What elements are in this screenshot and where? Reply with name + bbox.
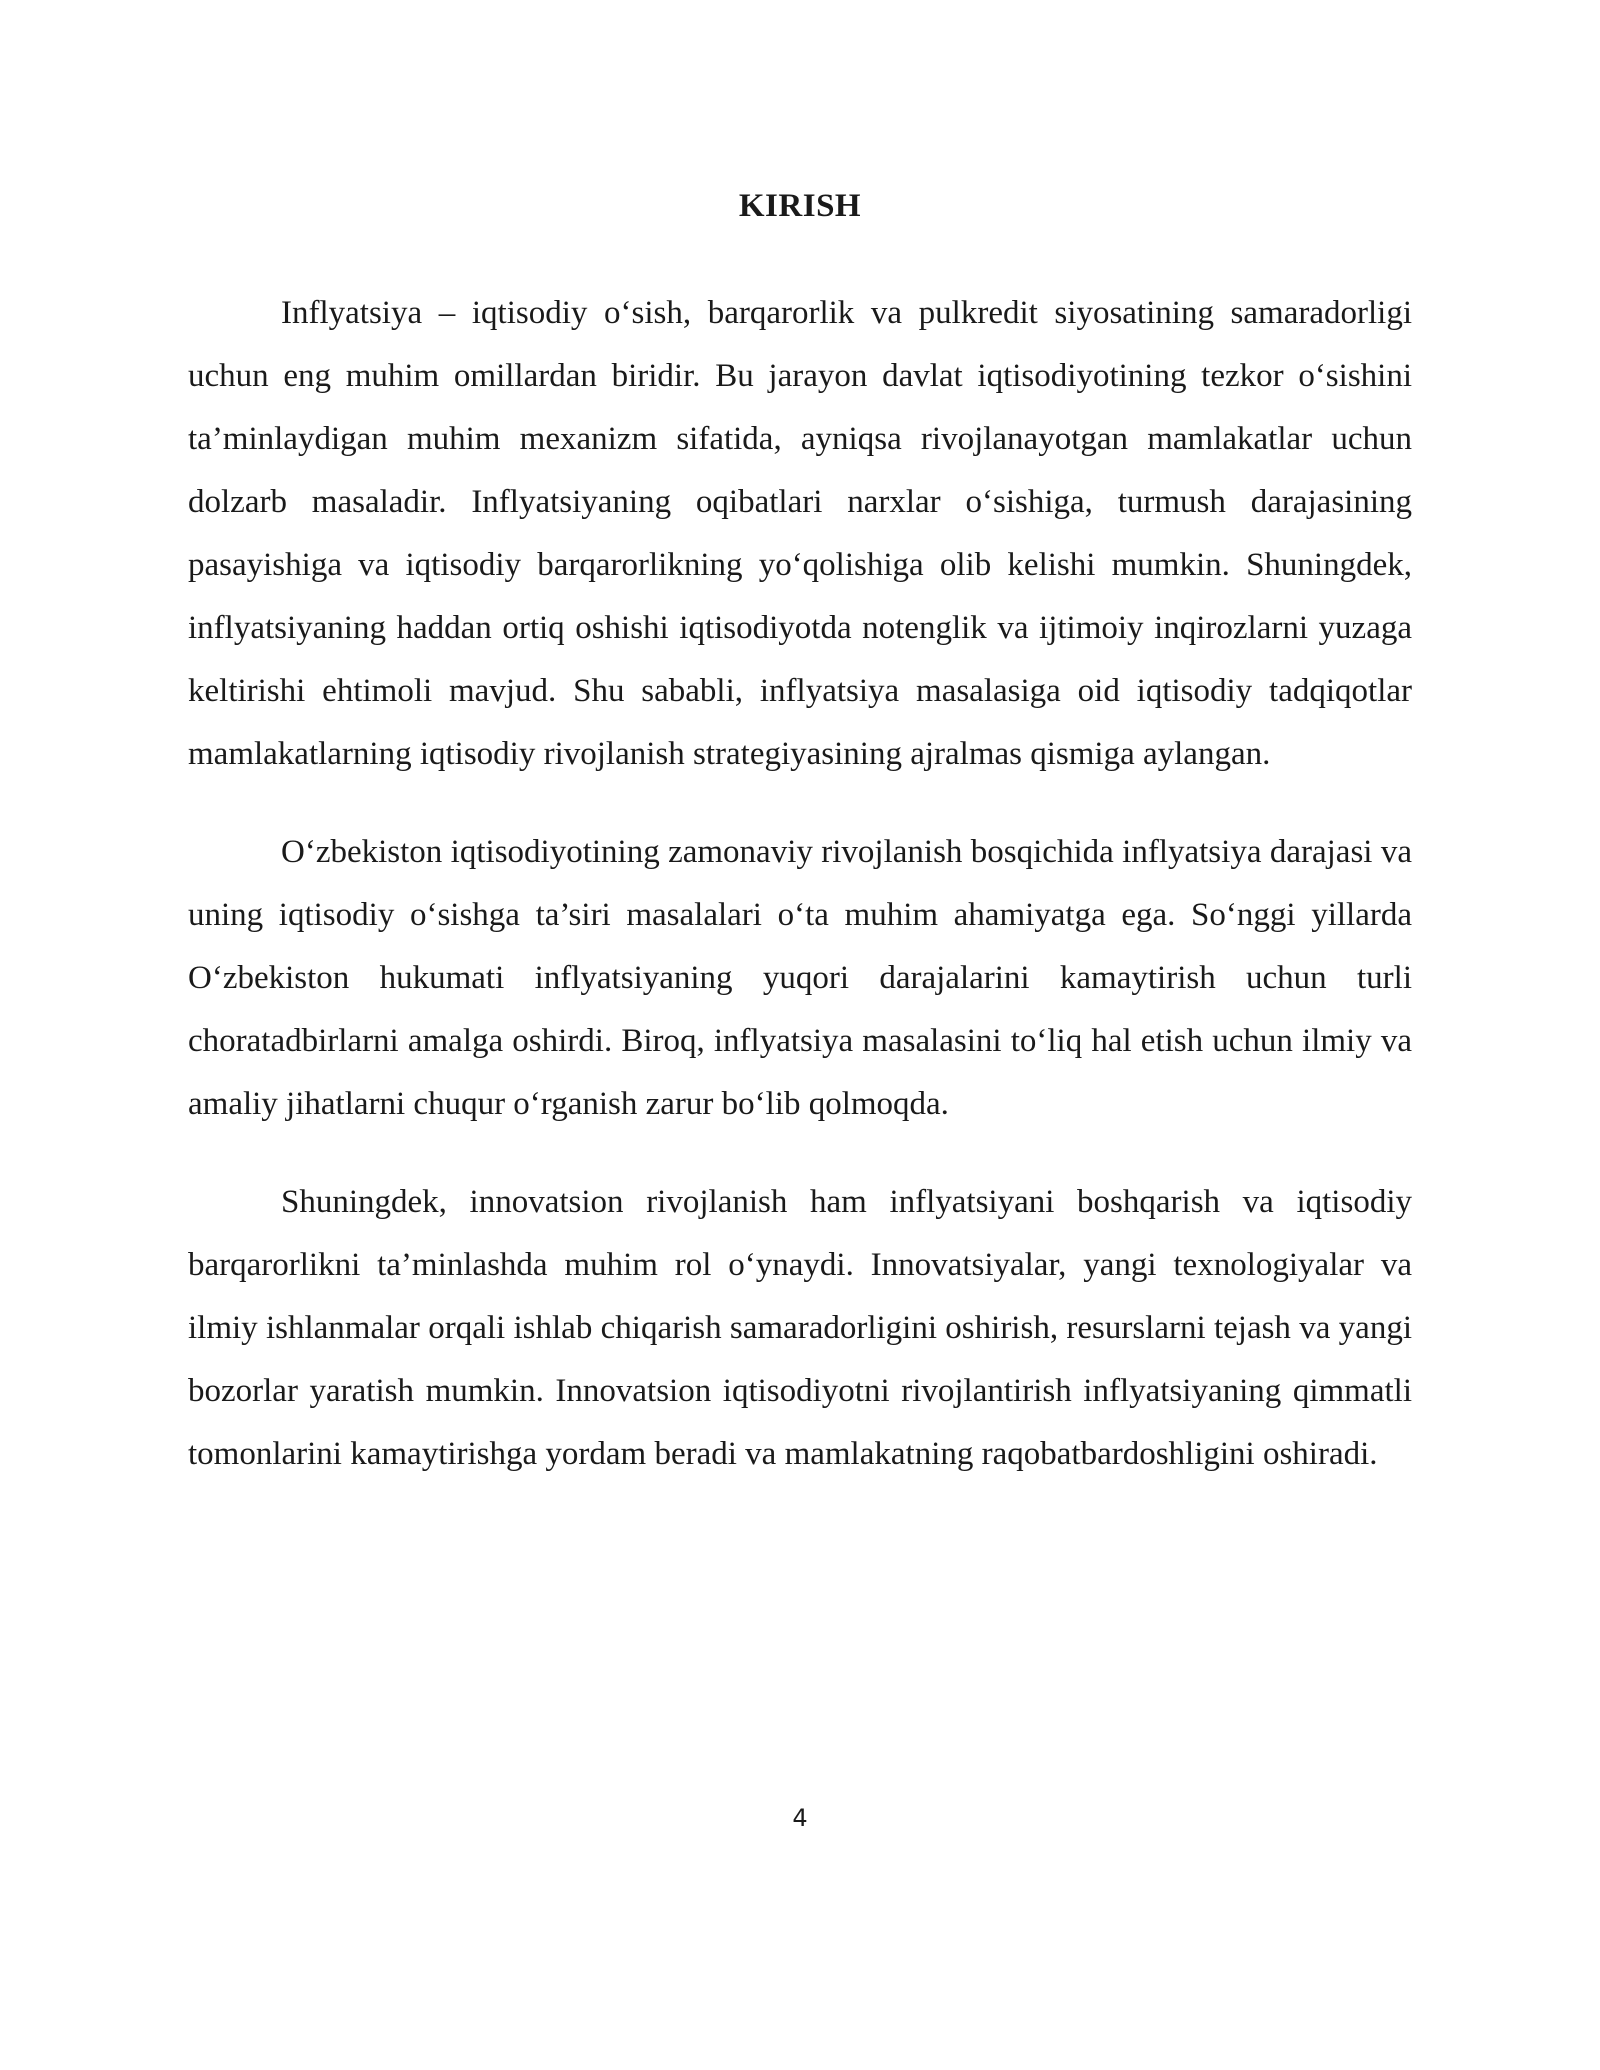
page-number: 4: [792, 1804, 808, 1832]
paragraph-3: Shuningdek, innovatsion rivojlanish ham inflyatsiyani boshqarish va iqtisodiy barqarorlikni ta’minlashda muhim rol o‘ynaydi. Innovatsiyalar, yangi texnologiyalar va ilmiy ishlanmalar orqali ishlab chiqarish samaradorligini oshirish, resurslarni tejash va yangi bozorlar yaratish mumkin. Innovatsion iqtisodiyotni rivojlantirish inflyatsiyaning qimmatli tomonlarini kamaytirishga yordam beradi va mamlakatning raqobatbardoshligini oshiradi.: [188, 1184, 1412, 1472]
body-text: [188, 282, 1412, 1521]
page-title: KIRISH: [738, 188, 862, 224]
paragraph-1: Inflyatsiya – iqtisodiy o‘sish, barqarorlik va pulkredit siyosatining samaradorligi uchun eng muhim omillardan biridir. Bu jarayon davlat iqtisodiyotining tezkor o‘sishini ta’minlaydigan muhim mexanizm sifatida, ayniqsa rivojlanayotgan mamlakatlar uchun dolzarb masaladir. Inflyatsiyaning oqibatlari narxlar o‘sishiga, turmush darajasining pasayishiga va iqtisodiy barqarorlikning yo‘qolishiga olib kelishi mumkin. Shuningdek, inflyatsiyaning haddan ortiq oshishi iqtisodiyotda notenglik va ijtimoiy inqirozlarni yuzaga keltirishi ehtimoli mavjud. Shu sababli, inflyatsiya masalasiga oid iqtisodiy tadqiqotlar mamlakatlarning iqtisodiy rivojlanish strategiyasining ajralmas qismiga aylangan.: [188, 295, 1412, 772]
paragraph-2: O‘zbekiston iqtisodiyotining zamonaviy rivojlanish bosqichida inflyatsiya darajasi va uning iqtisodiy o‘sishga ta’siri masalalari o‘ta muhim ahamiyatga ega. So‘nggi yillarda O‘zbekiston hukumati inflyatsiyaning yuqori darajalarini kamaytirish uchun turli choratadbirlarni amalga oshirdi. Biroq, inflyatsiya masalasini to‘liq hal etish uchun ilmiy va amaliy jihatlarni chuqur o‘rganish zarur bo‘lib qolmoqda.: [188, 834, 1412, 1122]
